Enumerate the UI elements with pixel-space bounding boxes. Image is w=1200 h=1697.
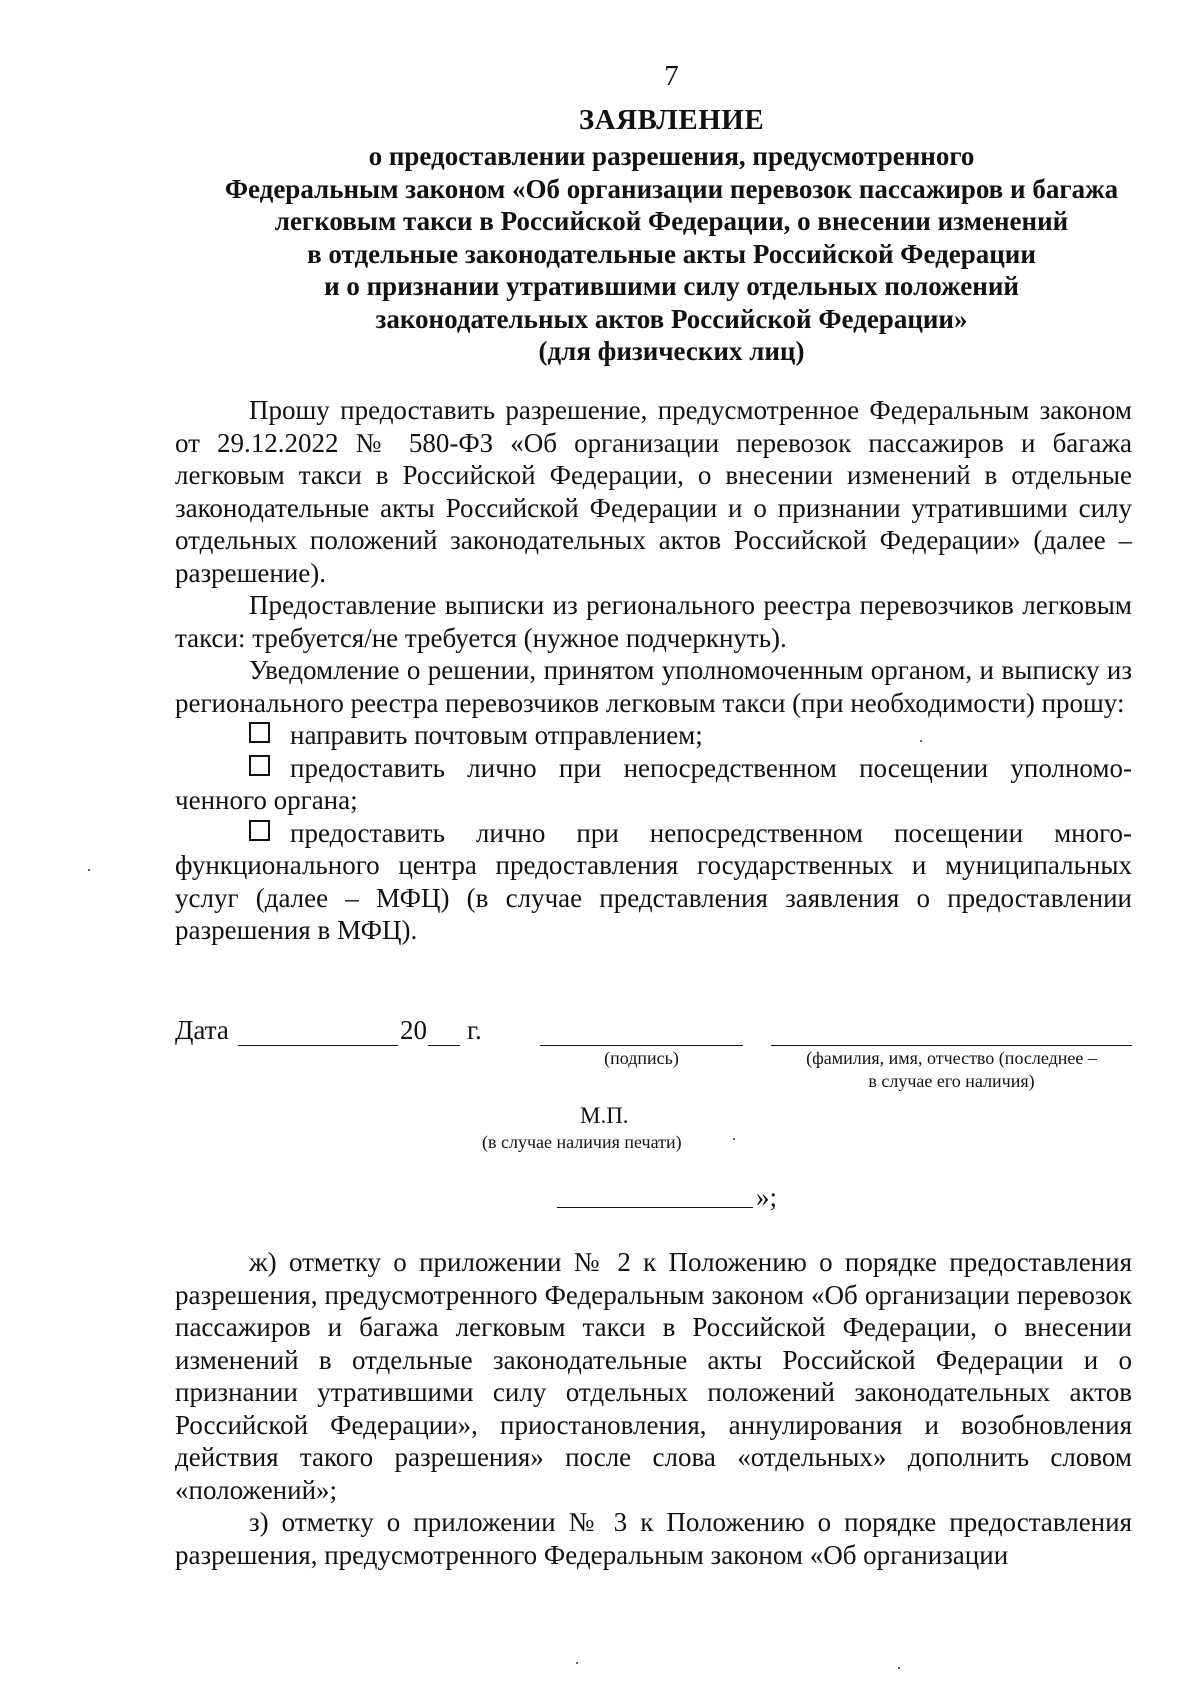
- scan-speck: [920, 740, 922, 742]
- option-postal-checkbox[interactable]: [249, 722, 270, 743]
- scan-speck: [898, 1667, 900, 1669]
- closing-mark: »;: [756, 1182, 778, 1212]
- subtitle-line: Федеральным законом «Об организации перевозок пассажиров и багажа: [224, 173, 1119, 204]
- document-subtitle: [170, 140, 1173, 368]
- amendment-z: з) отметку о приложении № 3 к Положению о порядке предоставления разрешения, предусмотренного Федеральным законом «Об организации: [175, 1507, 1132, 1570]
- stamp-label: М.П.: [580, 1103, 629, 1128]
- option-authority-checkbox[interactable]: [249, 755, 270, 776]
- option-postal-label: направить почтовым отправлением;: [290, 720, 703, 750]
- subtitle-line: легковым такси в Российской Федерации, о внесении изменений: [274, 206, 1069, 236]
- full-name-field[interactable]: [771, 1045, 1132, 1046]
- closing-line: [557, 1207, 753, 1208]
- year-prefix: 20: [400, 1015, 427, 1045]
- notification-paragraph: Уведомление о решении, принятом уполномоченным органом, и выписку из регионального реестра перевозчиков легковым такси (при необходимости) прошу:: [175, 655, 1132, 718]
- extract-paragraph: Предоставление выписки из регионального реестра перевозчиков легковым такси: требуется/не требуется (нужное подчеркнуть).: [175, 590, 1132, 653]
- year-suffix: г.: [467, 1015, 482, 1045]
- subtitle-line: о предоставлении разрешения, предусмотренного: [368, 141, 975, 171]
- option-postal: [175, 719, 1132, 752]
- date-day-field[interactable]: [238, 1045, 398, 1046]
- date-year-field[interactable]: [428, 1045, 460, 1046]
- name-caption-line2: в случае его наличия): [868, 1071, 1035, 1091]
- subtitle-line: законодательных актов Российской Федерации»: [375, 303, 968, 334]
- option-mfc-checkbox[interactable]: [249, 820, 270, 841]
- subtitle-line: (для физических лиц): [538, 336, 805, 366]
- option-mfc: [175, 817, 1132, 947]
- document-title: ЗАЯВЛЕНИЕ: [578, 104, 765, 136]
- subtitle-line: в отдельные законодательные акты Российской Федерации: [307, 238, 1036, 269]
- signature-caption: (подпись): [604, 1048, 679, 1068]
- date-label: Дата: [175, 1015, 229, 1045]
- scan-speck: [88, 869, 90, 871]
- scan-speck: [733, 1138, 735, 1140]
- option-authority: [175, 752, 1132, 817]
- page-number: 7: [664, 60, 679, 92]
- name-caption-line1: (фамилия, имя, отчество (последнее –: [806, 1048, 1097, 1068]
- option-authority-label: предоставить лично при непосредственном посещении уполномо-ченного органа;: [175, 752, 1132, 815]
- request-paragraph: Прошу предоставить разрешение, предусмотренное Федеральным законом от 29.12.2022 № 580-ФЗ «Об организации перевозок пассажиров и багажа легковым такси в Российской Федерации, о внесении изменений в отдельные законодательные акты Российской Федерации и о признании утратившими силу отдельных положений законодательных актов Российской Федерации» (далее – разрешение).: [175, 395, 1132, 588]
- signature-field[interactable]: [540, 1045, 743, 1046]
- scan-speck: [576, 1662, 578, 1664]
- stamp-caption: (в случае наличия печати): [482, 1132, 682, 1152]
- application-body: [175, 394, 1132, 947]
- amendments-body: [175, 1246, 1132, 1571]
- amendment-zh: ж) отметку о приложении № 2 к Положению о порядке предоставления разрешения, предусмотренного Федеральным законом «Об организации перевозок пассажиров и багажа легковым такси в Российской Федерации, о внесении изменений в отдельные законодательные акты Российской Федерации и о признании утратившими силу отдельных положений законодательных актов Российской Федерации», приостановления, аннулирования и возобновления действия такого разрешения» после слова «отдельных» дополнить словом «положений»;: [175, 1247, 1132, 1505]
- option-mfc-label: предоставить лично при непосредственном посещении много-функционального центра предоставления государственных и муниципальных услуг (далее – МФЦ) (в случае представления заявления о предоставлении разрешения в МФЦ).: [175, 817, 1132, 945]
- subtitle-line: и о признании утратившими силу отдельных положений: [324, 271, 1019, 301]
